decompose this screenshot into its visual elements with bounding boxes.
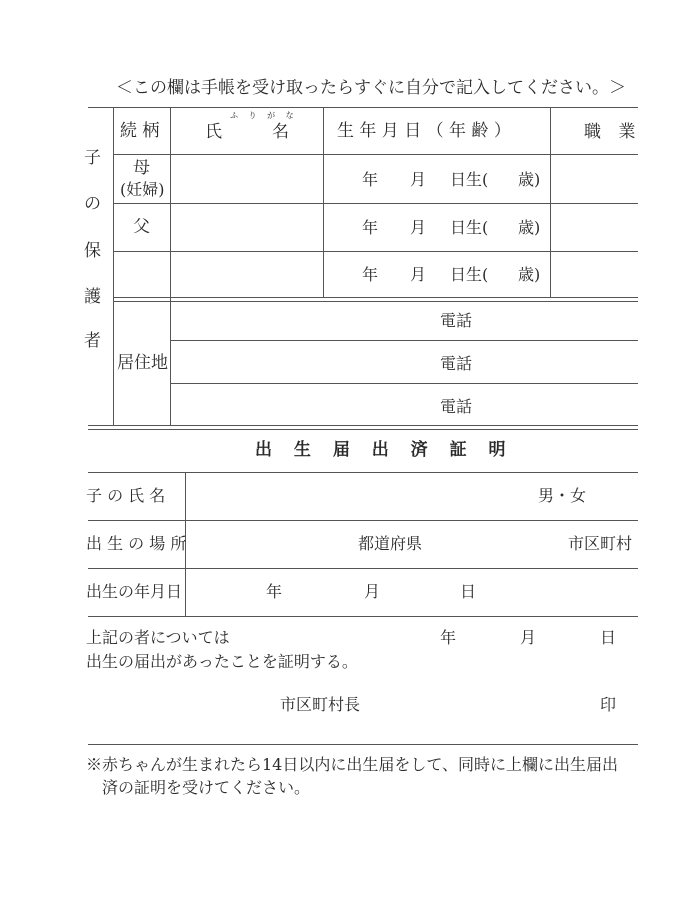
header-name-ruby: ふ り が な — [230, 111, 298, 120]
header-relation: 続 柄 — [120, 121, 160, 141]
statement-line1: 上記の者については — [86, 628, 230, 647]
instruction-text: ＜この欄は手帳を受け取ったらすぐに自分で記入してください。＞ — [116, 78, 626, 98]
statement-line2: 出生の届出があったことを証明する。 — [86, 652, 358, 671]
phone-label: 電話 — [440, 397, 473, 416]
header-birthdate: 生 年 月 日 （ 年 齢 ） — [337, 121, 511, 141]
note-line1: ※赤ちゃんが生まれたら14日以内に出生届をして、同時に上欄に出生届出 — [86, 755, 619, 774]
prefecture-label: 都道府県 — [358, 534, 423, 553]
residence-label: 居住地 — [117, 353, 168, 373]
seal-mark: 印 — [600, 695, 617, 714]
mayor-label: 市区町村長 — [280, 695, 361, 714]
phone-label: 電話 — [440, 354, 473, 373]
birthdate-label: 出生の年月日 — [86, 582, 183, 601]
child-name-label: 子 の 氏 名 — [86, 486, 166, 505]
birthplace-label: 出 生 の 場 所 — [86, 534, 187, 553]
phone-label: 電話 — [440, 311, 473, 330]
municipality-label: 市区町村 — [568, 534, 633, 553]
sex-options: 男・女 — [538, 486, 587, 505]
header-name-family: 氏 — [205, 122, 222, 142]
header-name-given: 名 — [272, 122, 289, 142]
header-occupation: 職 業 — [584, 122, 642, 142]
certificate-title: 出 生 届 出 済 証 明 — [255, 440, 514, 460]
note-line2: 済の証明を受けてください。 — [102, 778, 311, 797]
